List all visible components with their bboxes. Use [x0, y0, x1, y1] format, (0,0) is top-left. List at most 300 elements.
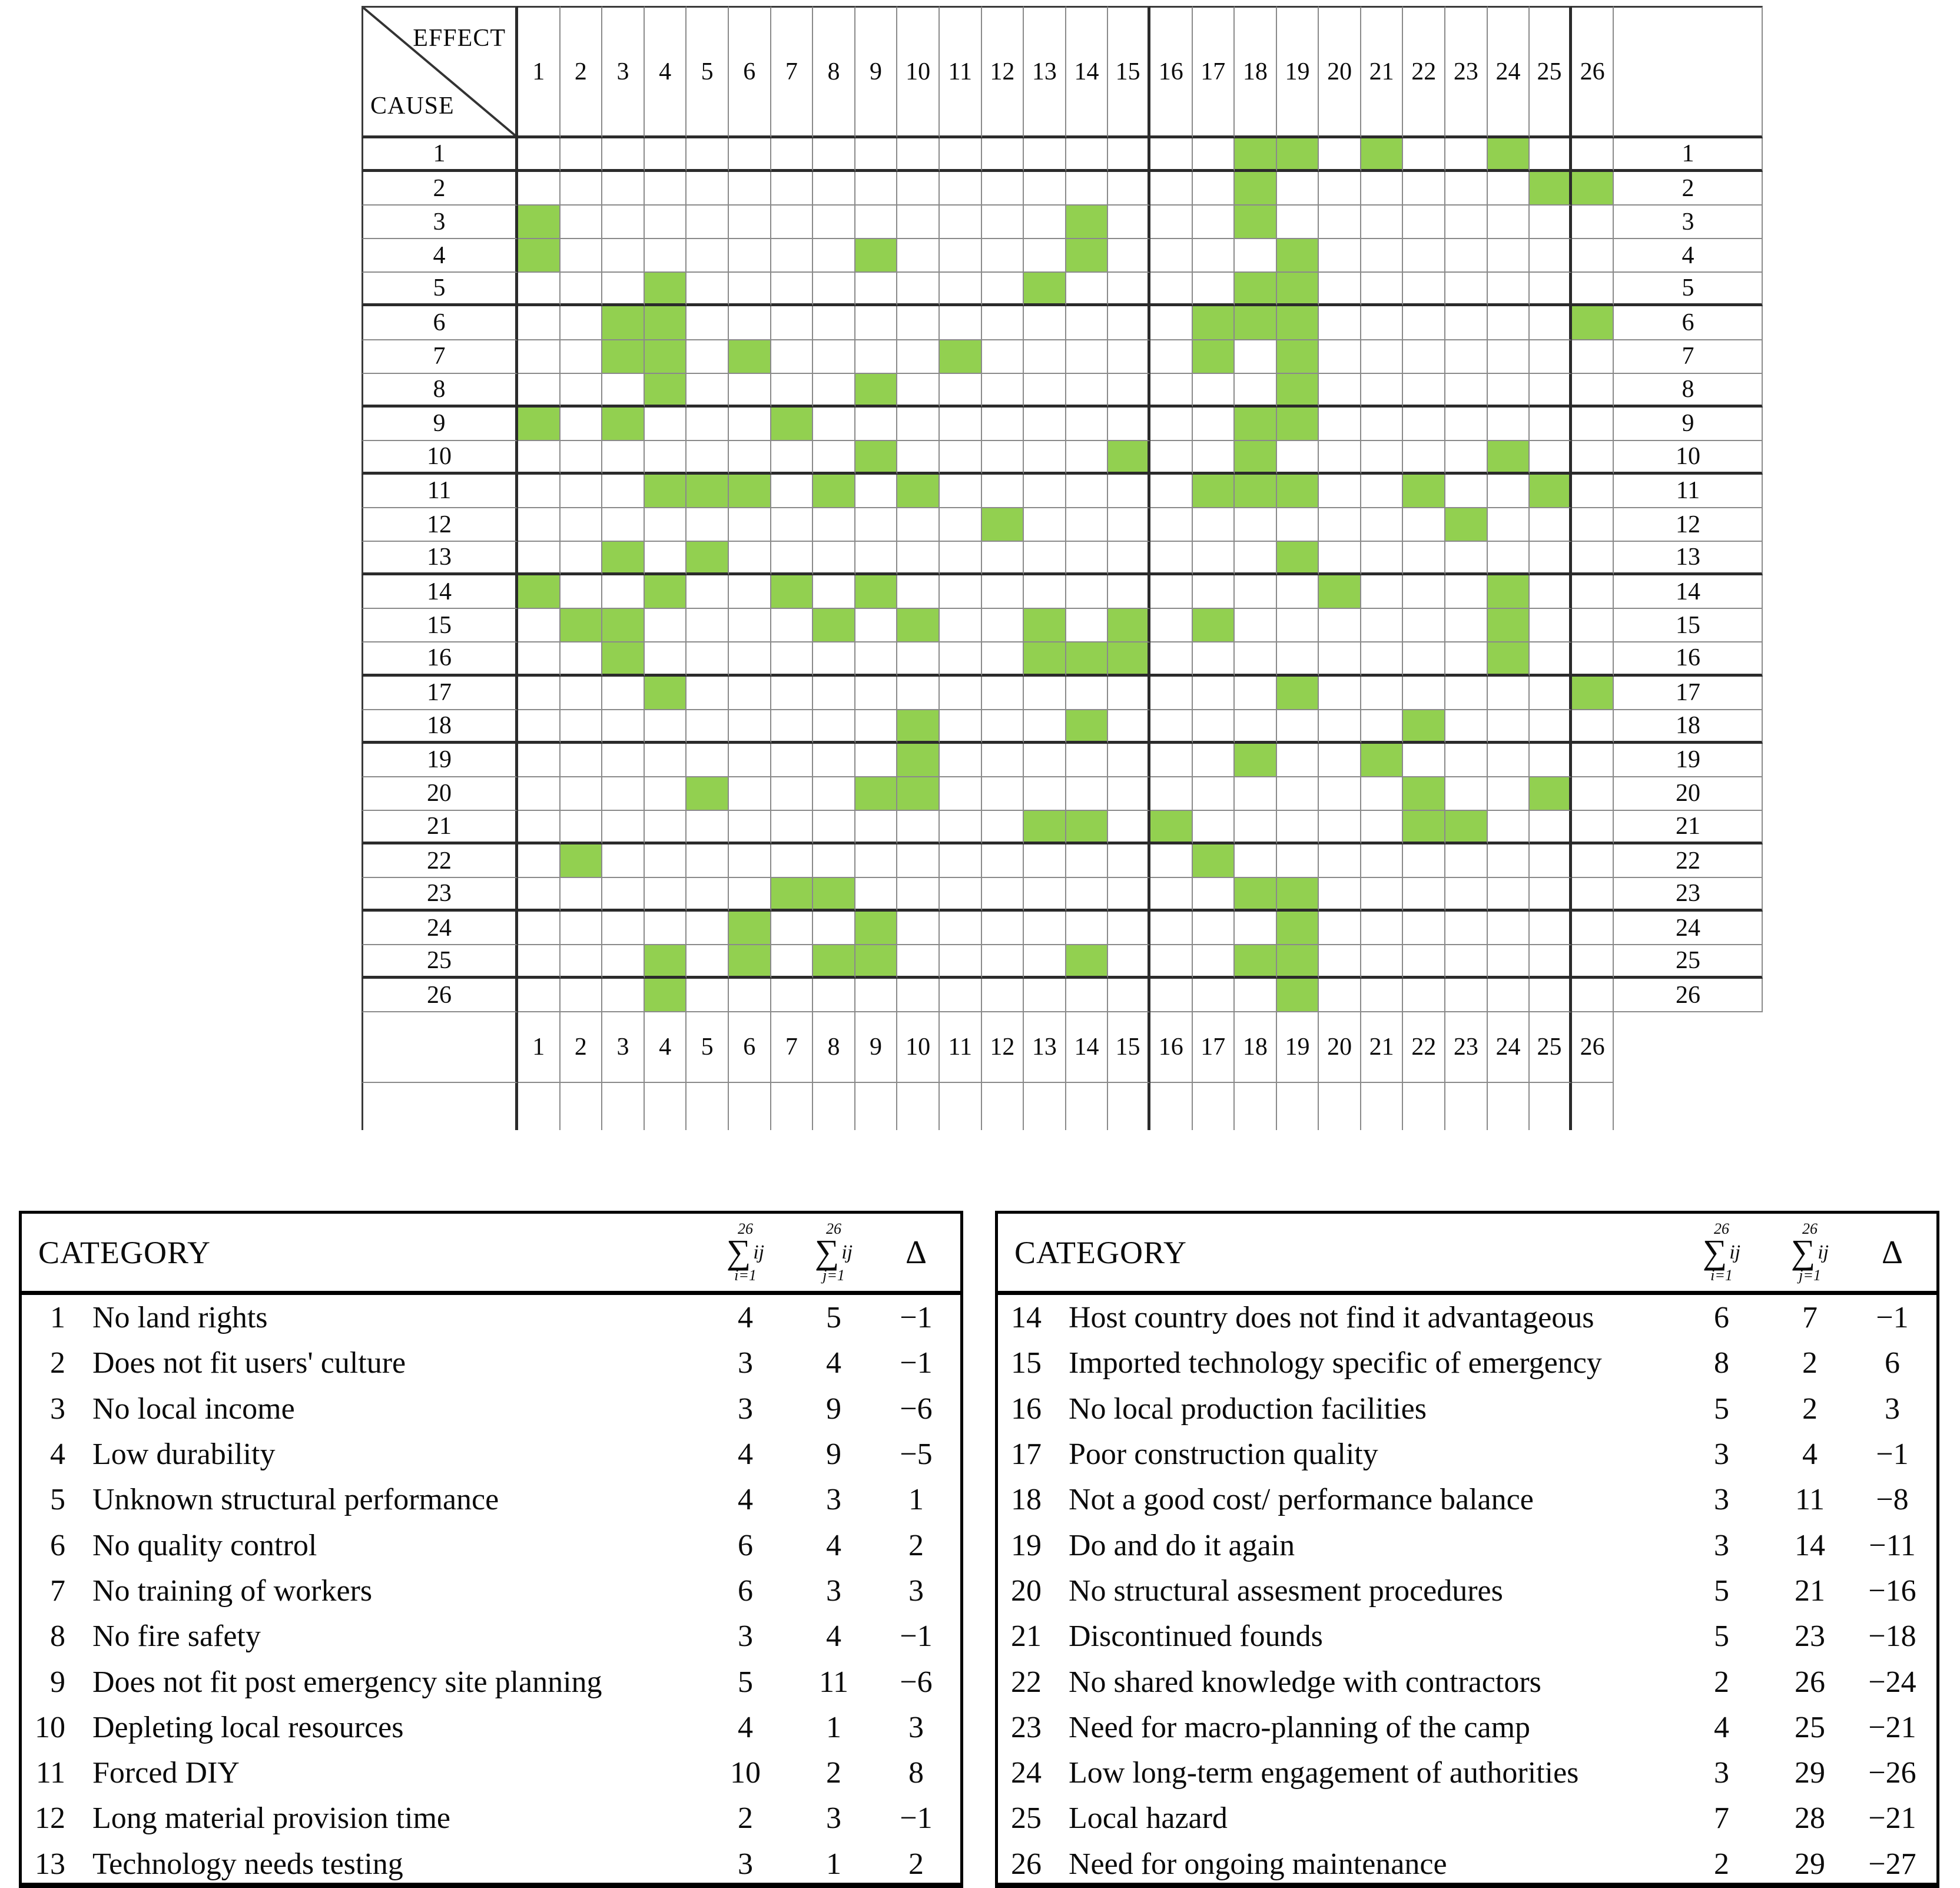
category-label: Need for ongoing maintenance: [1069, 1847, 1447, 1881]
delta-value: 6: [1885, 1346, 1900, 1380]
sum-j-value: 26: [1795, 1665, 1825, 1699]
matrix-tail-cell: [1108, 1083, 1150, 1130]
matrix-cell: [1488, 508, 1530, 542]
matrix-cell: [771, 777, 814, 811]
matrix-cell: [1235, 642, 1277, 676]
matrix-cell-marked: [771, 575, 814, 609]
matrix-cell-marked: [687, 777, 729, 811]
matrix-cell-marked: [982, 508, 1024, 542]
cause-row-header-left: 6: [362, 306, 518, 340]
matrix-cell: [1319, 306, 1361, 340]
matrix-cell: [729, 441, 771, 475]
matrix-cell-marked: [813, 878, 855, 912]
matrix-cell: [813, 677, 855, 710]
effect-column-footer: 16: [1150, 1012, 1193, 1083]
matrix-cell: [940, 777, 982, 811]
matrix-cell: [940, 609, 982, 642]
matrix-cell: [1530, 206, 1572, 239]
sum-j-value: 29: [1795, 1847, 1825, 1881]
matrix-cell: [1066, 744, 1109, 777]
matrix-cell: [1277, 811, 1319, 844]
matrix-cell: [1024, 575, 1066, 609]
category-label: Long material provision time: [92, 1801, 450, 1836]
matrix-cell: [561, 912, 603, 945]
sum-j-value: 3: [826, 1801, 841, 1836]
matrix-cell-marked: [1235, 408, 1277, 441]
category-number: 15: [1011, 1346, 1042, 1380]
matrix-cell: [518, 878, 561, 912]
matrix-cell-marked: [771, 408, 814, 441]
matrix-cell: [771, 374, 814, 408]
matrix-cell-marked: [602, 542, 645, 575]
matrix-cell-marked: [687, 542, 729, 575]
matrix-cell: [771, 844, 814, 878]
matrix-cell: [1403, 575, 1445, 609]
matrix-cell: [1361, 340, 1404, 374]
effect-column-header: 5: [687, 6, 729, 138]
category-row: [998, 1750, 1936, 1796]
matrix-tail-cell: [1193, 1083, 1235, 1130]
matrix-cell-marked: [1277, 374, 1319, 408]
matrix-cell: [1445, 408, 1488, 441]
matrix-cell: [1572, 374, 1614, 408]
matrix-cell: [687, 979, 729, 1012]
matrix-cell: [940, 441, 982, 475]
matrix-cell: [602, 172, 645, 206]
matrix-cell: [940, 273, 982, 306]
delta-value: −6: [900, 1392, 933, 1426]
sum-over-i-header: 26 ∑ ij i=1: [726, 1220, 765, 1284]
matrix-cell: [813, 811, 855, 844]
matrix-cell: [1108, 340, 1150, 374]
sum-i-value: 3: [1714, 1437, 1729, 1472]
matrix-cell: [855, 273, 898, 306]
matrix-cell: [1024, 542, 1066, 575]
matrix-cell: [518, 138, 561, 172]
matrix-cell: [687, 273, 729, 306]
matrix-cell: [855, 306, 898, 340]
matrix-cell: [561, 777, 603, 811]
matrix-cell: [645, 172, 687, 206]
matrix-cell-marked: [1108, 642, 1150, 676]
cause-row-header-right: 18: [1614, 710, 1763, 744]
matrix-cell: [645, 878, 687, 912]
matrix-cell: [1488, 744, 1530, 777]
matrix-cell: [1277, 844, 1319, 878]
matrix-footer-right-cap: [1614, 1012, 1763, 1083]
category-number: 17: [1011, 1437, 1042, 1472]
matrix-cell: [1066, 979, 1109, 1012]
matrix-corner-cell: [362, 6, 518, 138]
matrix-cell: [1572, 844, 1614, 878]
matrix-cell: [1361, 710, 1404, 744]
matrix-cell: [1024, 744, 1066, 777]
delta-value: −1: [1876, 1437, 1909, 1472]
effect-column-footer: 14: [1066, 1012, 1109, 1083]
category-number: 4: [50, 1437, 65, 1472]
matrix-cell: [855, 475, 898, 508]
matrix-cell: [940, 979, 982, 1012]
matrix-cell: [602, 374, 645, 408]
matrix-cell: [1066, 374, 1109, 408]
matrix-cell: [1403, 441, 1445, 475]
matrix-cell-marked: [1445, 508, 1488, 542]
matrix-cell: [687, 508, 729, 542]
sum-j-value: 21: [1795, 1574, 1825, 1608]
matrix-cell-marked: [645, 945, 687, 979]
matrix-cell: [1235, 710, 1277, 744]
matrix-tail-cell: [1277, 1083, 1319, 1130]
matrix-cell: [729, 239, 771, 273]
matrix-cell: [1150, 306, 1193, 340]
matrix-cell: [561, 979, 603, 1012]
matrix-cell: [940, 206, 982, 239]
matrix-cell-marked: [602, 306, 645, 340]
matrix-cell: [1488, 710, 1530, 744]
matrix-cell: [518, 273, 561, 306]
cause-row-header-left: 25: [362, 945, 518, 979]
matrix-cell: [1108, 508, 1150, 542]
matrix-cell: [602, 239, 645, 273]
matrix-cell: [561, 508, 603, 542]
matrix-cell: [602, 844, 645, 878]
matrix-cell: [982, 408, 1024, 441]
category-rows-left: [22, 1295, 960, 1887]
matrix-cell-marked: [1235, 206, 1277, 239]
matrix-cell: [1572, 710, 1614, 744]
matrix-cell: [813, 138, 855, 172]
matrix-cell: [1319, 408, 1361, 441]
matrix-cell: [940, 744, 982, 777]
category-number: 26: [1011, 1847, 1042, 1881]
matrix-cell-marked: [1193, 306, 1235, 340]
matrix-cell: [1235, 374, 1277, 408]
matrix-cell: [1066, 475, 1109, 508]
matrix-cell: [645, 441, 687, 475]
delta-value: −1: [900, 1301, 933, 1335]
sum-i-value: 5: [738, 1665, 753, 1699]
matrix-cell-marked: [645, 340, 687, 374]
matrix-cell-marked: [729, 475, 771, 508]
matrix-cell-marked: [1150, 811, 1193, 844]
matrix-cell: [1403, 844, 1445, 878]
matrix-cell-marked: [645, 475, 687, 508]
matrix-cell: [1403, 677, 1445, 710]
cause-row-header-right: 25: [1614, 945, 1763, 979]
sum-j-value: 28: [1795, 1801, 1825, 1836]
matrix-cell: [1150, 273, 1193, 306]
cause-row-header-right: 4: [1614, 239, 1763, 273]
effect-column-footer: 20: [1319, 1012, 1361, 1083]
effect-column-header: 20: [1319, 6, 1361, 138]
matrix-cell: [561, 273, 603, 306]
matrix-cell-marked: [1488, 575, 1530, 609]
matrix-cell: [1108, 374, 1150, 408]
matrix-cell: [687, 642, 729, 676]
matrix-cell: [561, 206, 603, 239]
matrix-cell: [645, 542, 687, 575]
matrix-tail-cell: [982, 1083, 1024, 1130]
cause-row-header-left: 1: [362, 138, 518, 172]
matrix-cell: [645, 844, 687, 878]
matrix-cell: [1361, 273, 1404, 306]
matrix-cell: [602, 508, 645, 542]
matrix-cell: [1572, 273, 1614, 306]
matrix-cell: [1530, 878, 1572, 912]
matrix-cell: [940, 374, 982, 408]
matrix-cell: [1361, 811, 1404, 844]
matrix-cell: [1024, 979, 1066, 1012]
cause-row-header-right: 1: [1614, 138, 1763, 172]
category-number: 3: [50, 1392, 65, 1426]
matrix-cell: [561, 575, 603, 609]
category-number: 18: [1011, 1483, 1042, 1517]
cause-row-header-right: 5: [1614, 273, 1763, 306]
matrix-cell: [602, 979, 645, 1012]
matrix-cell: [1235, 844, 1277, 878]
matrix-cell: [771, 542, 814, 575]
matrix-cell: [1193, 172, 1235, 206]
matrix-cell: [1361, 844, 1404, 878]
effect-column-footer: 13: [1024, 1012, 1066, 1083]
matrix-cell: [1361, 374, 1404, 408]
matrix-cell: [1530, 710, 1572, 744]
matrix-cell: [1235, 609, 1277, 642]
category-label: Discontinued founds: [1069, 1619, 1323, 1654]
matrix-cell: [771, 273, 814, 306]
matrix-cell: [1108, 206, 1150, 239]
category-label: Imported technology specific of emergency: [1069, 1346, 1602, 1380]
matrix-cell: [897, 508, 940, 542]
matrix-cell: [1572, 441, 1614, 475]
matrix-cell: [645, 710, 687, 744]
matrix-cell: [1193, 575, 1235, 609]
matrix-cell: [897, 273, 940, 306]
matrix-cell-marked: [1277, 912, 1319, 945]
category-row: [22, 1659, 960, 1704]
category-table-header: [998, 1214, 1936, 1295]
matrix-cell-marked: [1277, 945, 1319, 979]
matrix-cell: [897, 172, 940, 206]
matrix-cell: [897, 677, 940, 710]
effect-column-footer: 4: [645, 1012, 687, 1083]
effect-column-header: 22: [1403, 6, 1445, 138]
matrix-cell: [1403, 239, 1445, 273]
matrix-cell: [729, 844, 771, 878]
matrix-cell: [729, 206, 771, 239]
matrix-cell-marked: [897, 744, 940, 777]
matrix-cell-marked: [855, 575, 898, 609]
matrix-cell: [1403, 306, 1445, 340]
category-label: Need for macro-planning of the camp: [1069, 1710, 1531, 1744]
category-label: Poor construction quality: [1069, 1437, 1378, 1472]
cause-effect-matrix: [362, 6, 1763, 1130]
matrix-cell: [897, 945, 940, 979]
matrix-cell: [1024, 206, 1066, 239]
matrix-cell: [645, 744, 687, 777]
matrix-cell: [982, 206, 1024, 239]
effect-column-header: 19: [1277, 6, 1319, 138]
matrix-cell-marked: [1488, 441, 1530, 475]
matrix-cell-marked: [1066, 642, 1109, 676]
matrix-cell: [1530, 508, 1572, 542]
matrix-tail-cell: [1530, 1083, 1572, 1130]
matrix-cell-marked: [897, 609, 940, 642]
matrix-cell: [1488, 979, 1530, 1012]
matrix-cell-marked: [855, 374, 898, 408]
matrix-cell: [1024, 878, 1066, 912]
matrix-cell: [687, 206, 729, 239]
matrix-cell: [771, 172, 814, 206]
matrix-cell: [982, 138, 1024, 172]
matrix-cell-marked: [771, 878, 814, 912]
matrix-cell: [602, 677, 645, 710]
category-number: 14: [1011, 1301, 1042, 1335]
matrix-tail-cell: [771, 1083, 814, 1130]
matrix-cell: [897, 642, 940, 676]
matrix-cell: [1488, 945, 1530, 979]
matrix-cell: [1572, 811, 1614, 844]
matrix-cell: [1066, 677, 1109, 710]
matrix-cell-marked: [518, 575, 561, 609]
matrix-cell: [897, 575, 940, 609]
matrix-cell: [982, 945, 1024, 979]
matrix-cell: [940, 642, 982, 676]
matrix-cell: [1445, 609, 1488, 642]
matrix-cell: [1319, 677, 1361, 710]
category-table-right: [995, 1211, 1939, 1888]
matrix-cell: [982, 542, 1024, 575]
cause-row-header-right: 11: [1614, 475, 1763, 508]
matrix-cell: [771, 744, 814, 777]
effect-column-header: 11: [940, 6, 982, 138]
matrix-cell: [1108, 542, 1150, 575]
matrix-cell-marked: [1445, 811, 1488, 844]
matrix-cell-marked: [897, 475, 940, 508]
matrix-cell: [1066, 878, 1109, 912]
matrix-cell: [1193, 979, 1235, 1012]
matrix-cell: [855, 138, 898, 172]
effect-column-header: 9: [855, 6, 898, 138]
matrix-cell: [940, 677, 982, 710]
cause-row-header-left: 2: [362, 172, 518, 206]
matrix-cell-marked: [1235, 441, 1277, 475]
effect-column-header: 3: [602, 6, 645, 138]
matrix-cell: [940, 239, 982, 273]
matrix-cell: [1235, 979, 1277, 1012]
matrix-cell: [1403, 878, 1445, 912]
matrix-cell: [1108, 811, 1150, 844]
matrix-cell: [1488, 374, 1530, 408]
matrix-cell: [813, 575, 855, 609]
matrix-cell-marked: [1235, 744, 1277, 777]
delta-value: −11: [1869, 1528, 1916, 1562]
matrix-cell-marked: [1277, 239, 1319, 273]
matrix-cell: [1403, 945, 1445, 979]
matrix-cell: [1361, 878, 1404, 912]
matrix-cell: [1319, 945, 1361, 979]
sum-i-value: 2: [1714, 1847, 1729, 1881]
matrix-cell: [1319, 340, 1361, 374]
cause-row-header-right: 17: [1614, 677, 1763, 710]
matrix-cell: [855, 844, 898, 878]
matrix-cell: [1319, 878, 1361, 912]
category-row: [22, 1614, 960, 1659]
matrix-cell-marked: [645, 374, 687, 408]
category-table-header: [22, 1214, 960, 1295]
matrix-cell: [1361, 677, 1404, 710]
matrix-cell: [1530, 642, 1572, 676]
matrix-cell: [1445, 710, 1488, 744]
matrix-cell: [1066, 508, 1109, 542]
matrix-cell: [940, 710, 982, 744]
sum-j-value: 9: [826, 1392, 841, 1426]
category-number: 25: [1011, 1801, 1042, 1836]
matrix-cell: [855, 508, 898, 542]
cause-row-header-right: 16: [1614, 642, 1763, 676]
matrix-cell-marked: [1403, 710, 1445, 744]
matrix-cell: [645, 777, 687, 811]
matrix-cell: [1024, 239, 1066, 273]
matrix-tail-cell: [855, 1083, 898, 1130]
matrix-cell: [1403, 273, 1445, 306]
matrix-cell: [687, 912, 729, 945]
matrix-cell: [1572, 206, 1614, 239]
matrix-cell: [1445, 306, 1488, 340]
matrix-cell: [813, 408, 855, 441]
matrix-cell-marked: [1277, 677, 1319, 710]
matrix-cell-marked: [855, 912, 898, 945]
cause-row-header-right: 22: [1614, 844, 1763, 878]
matrix-cell: [1530, 811, 1572, 844]
category-row: [22, 1340, 960, 1386]
matrix-cell: [1403, 542, 1445, 575]
matrix-cell: [771, 609, 814, 642]
matrix-cell: [602, 744, 645, 777]
effect-column-footer: 9: [855, 1012, 898, 1083]
matrix-cell-marked: [813, 475, 855, 508]
matrix-cell: [813, 508, 855, 542]
matrix-cell: [687, 408, 729, 441]
matrix-cell: [1024, 777, 1066, 811]
matrix-cell-marked: [1066, 945, 1109, 979]
effect-column-footer: 11: [940, 1012, 982, 1083]
category-label: No land rights: [92, 1301, 268, 1335]
cause-row-header-right: 19: [1614, 744, 1763, 777]
cause-row-header-right: 13: [1614, 542, 1763, 575]
matrix-cell: [1445, 575, 1488, 609]
matrix-cell: [1150, 239, 1193, 273]
matrix-cell: [561, 542, 603, 575]
matrix-cell-marked: [1024, 811, 1066, 844]
cause-row-header-left: 26: [362, 979, 518, 1012]
sum-i-value: 8: [1714, 1346, 1729, 1380]
matrix-cell: [645, 508, 687, 542]
matrix-cell-marked: [1024, 642, 1066, 676]
cause-row-header-right: 7: [1614, 340, 1763, 374]
matrix-cell: [1572, 508, 1614, 542]
cause-row-header-left: 20: [362, 777, 518, 811]
category-number: 6: [50, 1528, 65, 1562]
matrix-cell: [1445, 642, 1488, 676]
matrix-cell: [1530, 340, 1572, 374]
cause-row-header-right: 23: [1614, 878, 1763, 912]
matrix-cell: [602, 206, 645, 239]
matrix-cell: [813, 979, 855, 1012]
matrix-cell: [1361, 306, 1404, 340]
category-label: No local production facilities: [1069, 1392, 1427, 1426]
cause-row-header-right: 21: [1614, 811, 1763, 844]
